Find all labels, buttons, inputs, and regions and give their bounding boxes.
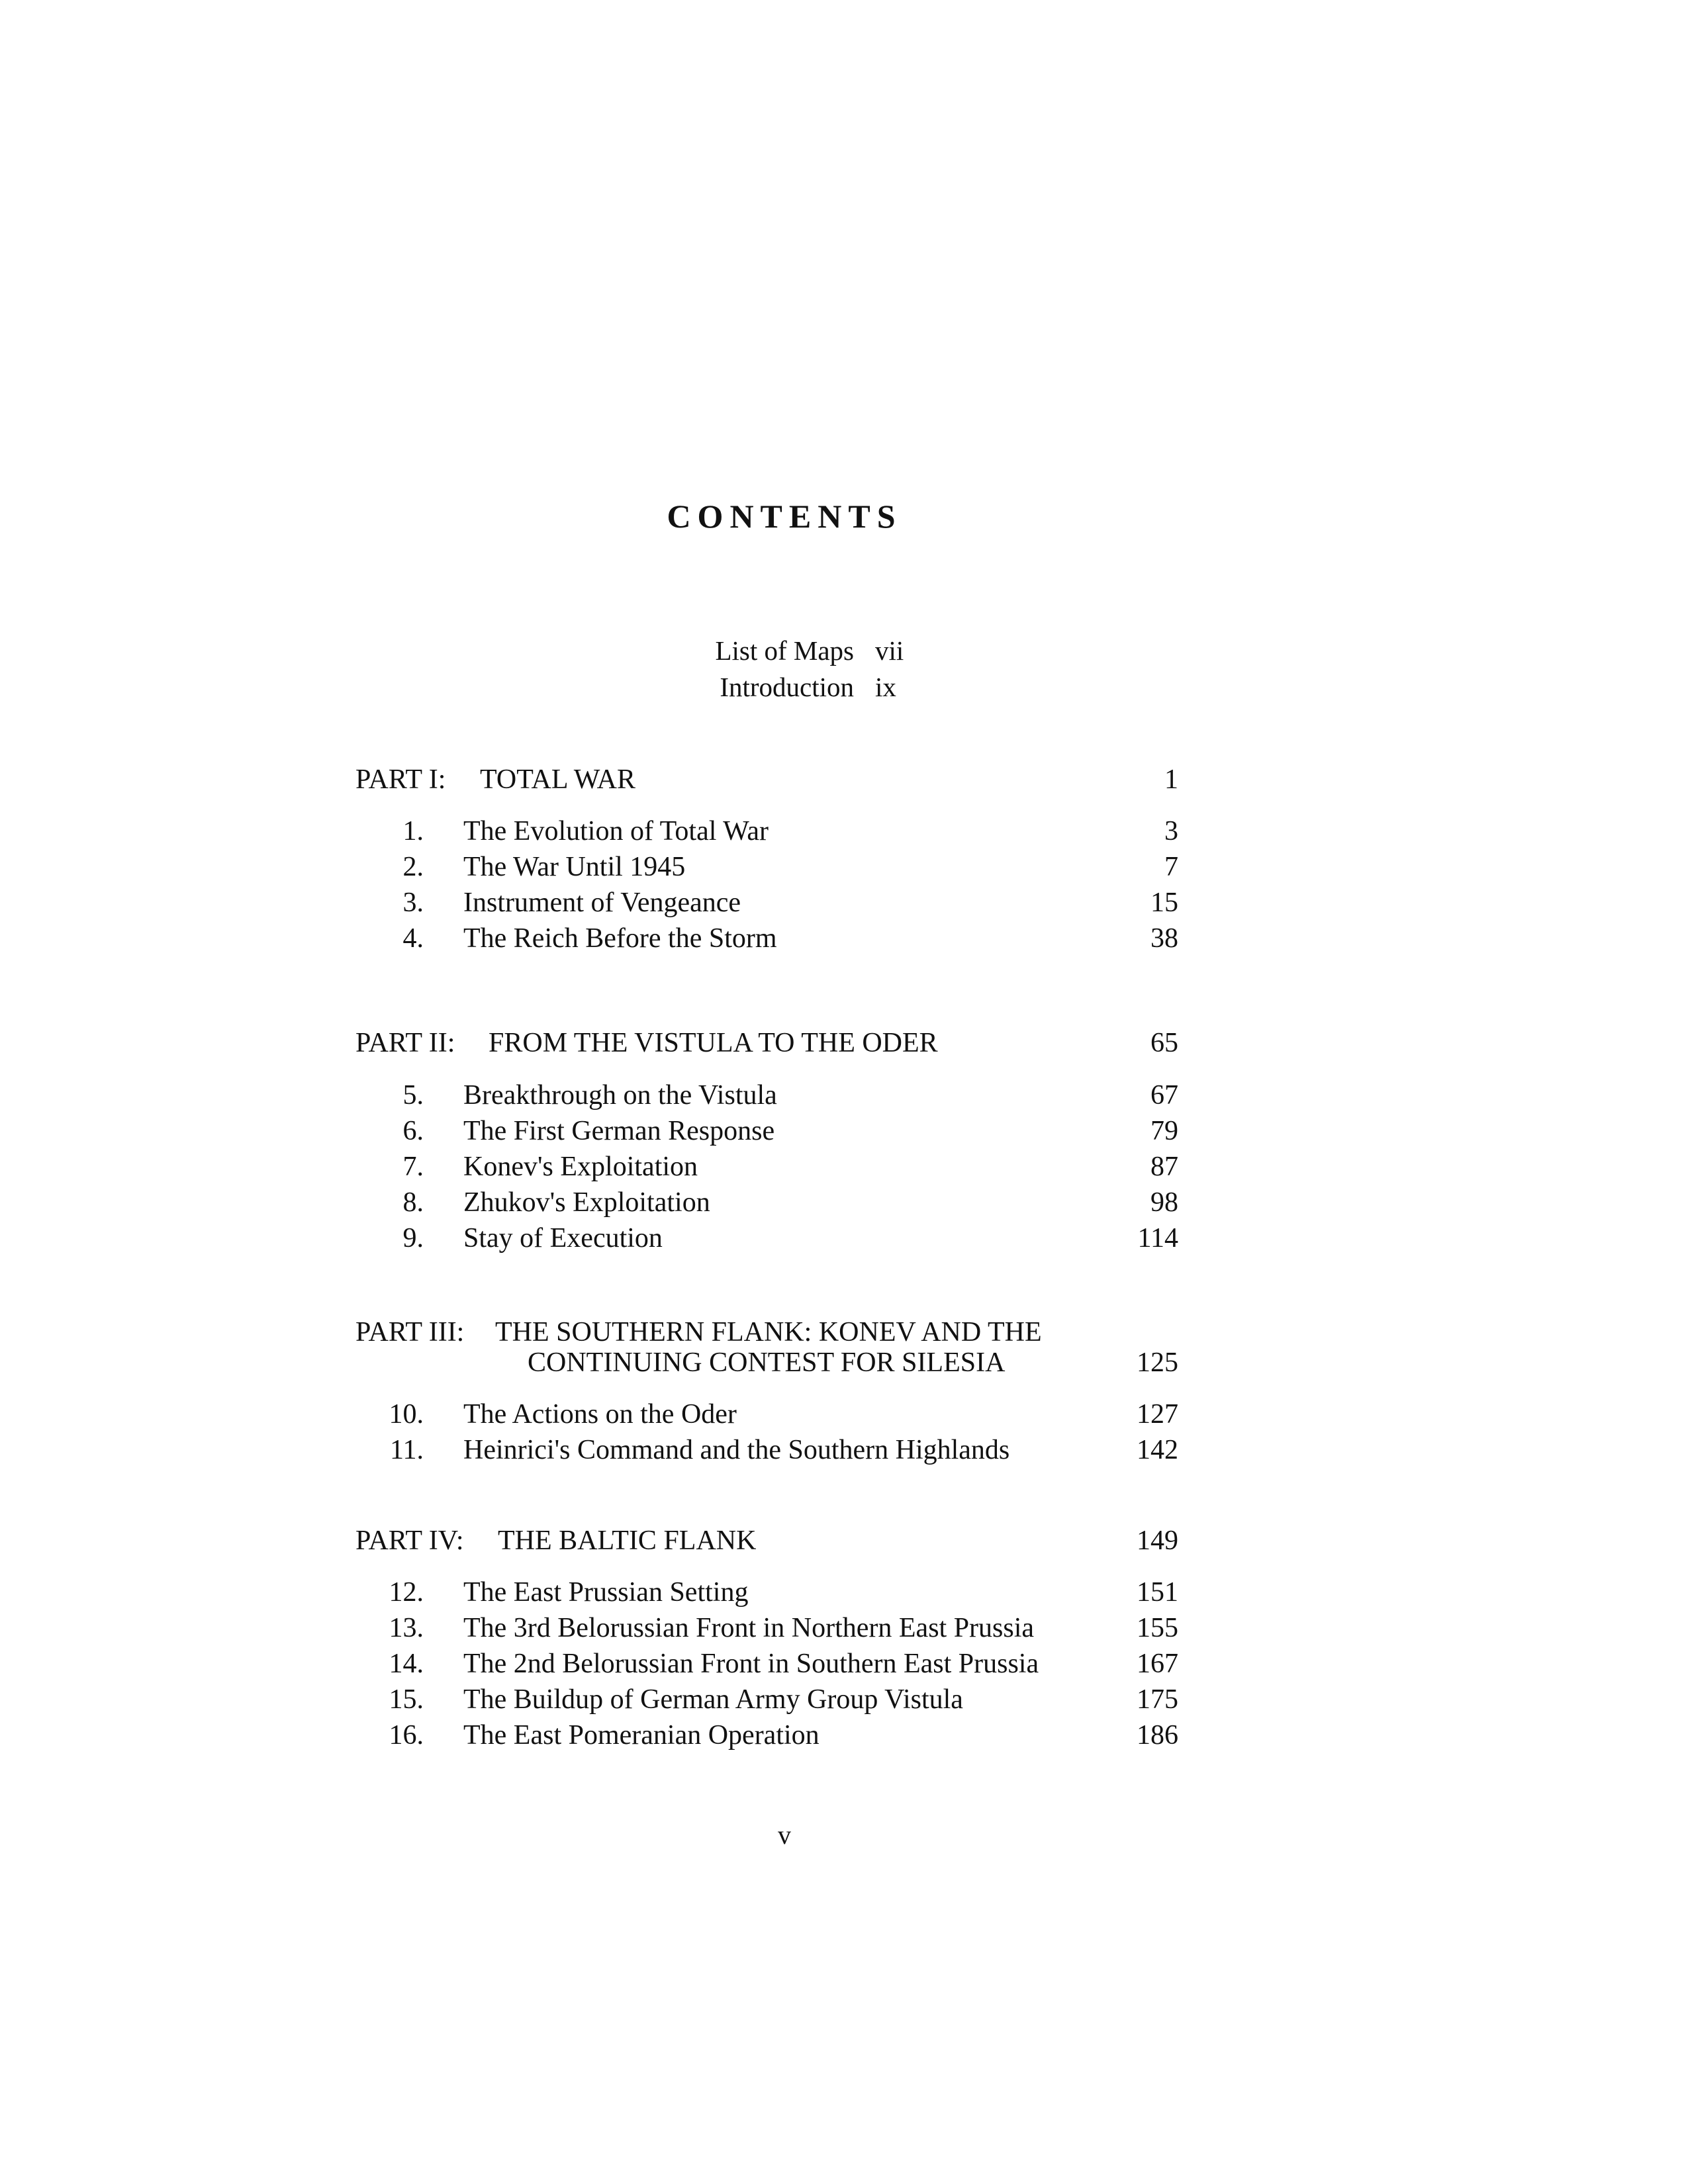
chapter-number: 8. xyxy=(402,1187,424,1218)
toc-chapter-entry xyxy=(0,1432,1688,1469)
part-title: THE BALTIC FLANK xyxy=(498,1525,757,1556)
part-title: FROM THE VISTULA TO THE ODER xyxy=(489,1028,938,1058)
part-title: TOTAL WAR xyxy=(480,764,636,795)
chapter-number: 2. xyxy=(402,852,424,882)
chapter-page: 151 xyxy=(1137,1577,1178,1608)
part-page: 1 xyxy=(1164,764,1178,795)
chapter-page: 186 xyxy=(1137,1720,1178,1751)
toc-part-heading xyxy=(0,1024,1688,1062)
chapter-title: Stay of Execution xyxy=(463,1223,663,1253)
chapter-title: The War Until 1945 xyxy=(463,852,686,882)
toc-chapter-entry xyxy=(0,1681,1688,1718)
chapter-number: 7. xyxy=(402,1152,424,1182)
chapter-page: 127 xyxy=(1137,1399,1178,1430)
chapter-page: 167 xyxy=(1137,1649,1178,1679)
part-title-line2: CONTINUING CONTEST FOR SILESIA xyxy=(528,1347,1006,1378)
toc-chapter-entry xyxy=(0,1077,1688,1114)
chapter-page: 87 xyxy=(1150,1152,1178,1182)
part-page: 149 xyxy=(1137,1525,1178,1556)
chapter-number: 12. xyxy=(389,1577,424,1608)
chapter-number: 5. xyxy=(402,1080,424,1111)
chapter-page: 7 xyxy=(1164,852,1178,882)
toc-entry-page: vii xyxy=(875,635,904,666)
toc-chapter-entry xyxy=(0,1148,1688,1185)
toc-front-entry xyxy=(0,632,1688,669)
page-title: CONTENTS xyxy=(667,498,902,535)
chapter-title: The East Pomeranian Operation xyxy=(463,1720,820,1751)
chapter-title: The 3rd Belorussian Front in Northern East Prussia xyxy=(463,1613,1035,1643)
toc-chapter-entry xyxy=(0,1113,1688,1150)
chapter-page: 142 xyxy=(1137,1435,1178,1465)
part-page: 125 xyxy=(1137,1347,1178,1378)
toc-chapter-entry xyxy=(0,1184,1688,1221)
part-label: PART IV: xyxy=(355,1525,464,1556)
toc-front-entry xyxy=(0,668,1688,705)
part-title: THE SOUTHERN FLANK: KONEV AND THE xyxy=(495,1317,1042,1347)
chapter-title: Zhukov's Exploitation xyxy=(463,1187,710,1218)
toc-entry-page: ix xyxy=(875,672,896,702)
chapter-number: 13. xyxy=(389,1613,424,1643)
chapter-number: 6. xyxy=(402,1116,424,1146)
chapter-title: The Evolution of Total War xyxy=(463,816,769,846)
chapter-title: The First German Response xyxy=(463,1116,775,1146)
chapter-number: 16. xyxy=(389,1720,424,1751)
chapter-title: Heinrici's Command and the Southern Highlands xyxy=(463,1435,1010,1465)
chapter-number: 3. xyxy=(402,887,424,918)
part-label: PART I: xyxy=(355,764,446,795)
chapter-title: Breakthrough on the Vistula xyxy=(463,1080,777,1111)
toc-chapter-entry xyxy=(0,884,1688,921)
toc-chapter-entry xyxy=(0,848,1688,886)
toc-chapter-entry xyxy=(0,920,1688,957)
toc-chapter-entry xyxy=(0,1610,1688,1647)
chapter-number: 15. xyxy=(389,1684,424,1715)
toc-chapter-entry xyxy=(0,1645,1688,1682)
toc-part-heading-continued xyxy=(0,1344,1688,1381)
chapter-number: 1. xyxy=(402,816,424,846)
toc-part-heading xyxy=(0,761,1688,798)
chapter-title: Instrument of Vengeance xyxy=(463,887,741,918)
chapter-number: 4. xyxy=(402,923,424,954)
chapter-title: Konev's Exploitation xyxy=(463,1152,698,1182)
chapter-page: 67 xyxy=(1150,1080,1178,1111)
chapter-title: The 2nd Belorussian Front in Southern East Prussia xyxy=(463,1649,1039,1679)
chapter-page: 98 xyxy=(1150,1187,1178,1218)
chapter-title: The Reich Before the Storm xyxy=(463,923,777,954)
chapter-page: 15 xyxy=(1150,887,1178,918)
chapter-page: 114 xyxy=(1137,1223,1178,1253)
chapter-title: The East Prussian Setting xyxy=(463,1577,749,1608)
chapter-page: 3 xyxy=(1164,816,1178,846)
page-number: v xyxy=(778,1820,791,1850)
chapter-number: 9. xyxy=(402,1223,424,1253)
toc-chapter-entry xyxy=(0,1574,1688,1611)
chapter-number: 10. xyxy=(389,1399,424,1430)
toc-chapter-entry xyxy=(0,1396,1688,1433)
toc-entry-title: Introduction xyxy=(720,672,854,702)
chapter-number: 14. xyxy=(389,1649,424,1679)
chapter-page: 155 xyxy=(1137,1613,1178,1643)
toc-chapter-entry xyxy=(0,813,1688,850)
chapter-title: The Buildup of German Army Group Vistula xyxy=(463,1684,963,1715)
toc-chapter-entry xyxy=(0,1220,1688,1257)
chapter-title: The Actions on the Oder xyxy=(463,1399,737,1430)
chapter-number: 11. xyxy=(390,1435,424,1465)
part-page: 65 xyxy=(1150,1028,1178,1058)
toc-entry-title: List of Maps xyxy=(715,635,854,666)
chapter-page: 175 xyxy=(1137,1684,1178,1715)
chapter-page: 38 xyxy=(1150,923,1178,954)
chapter-page: 79 xyxy=(1150,1116,1178,1146)
part-label: PART II: xyxy=(355,1028,455,1058)
part-label: PART III: xyxy=(355,1317,465,1347)
toc-part-heading xyxy=(0,1522,1688,1559)
toc-chapter-entry xyxy=(0,1717,1688,1754)
